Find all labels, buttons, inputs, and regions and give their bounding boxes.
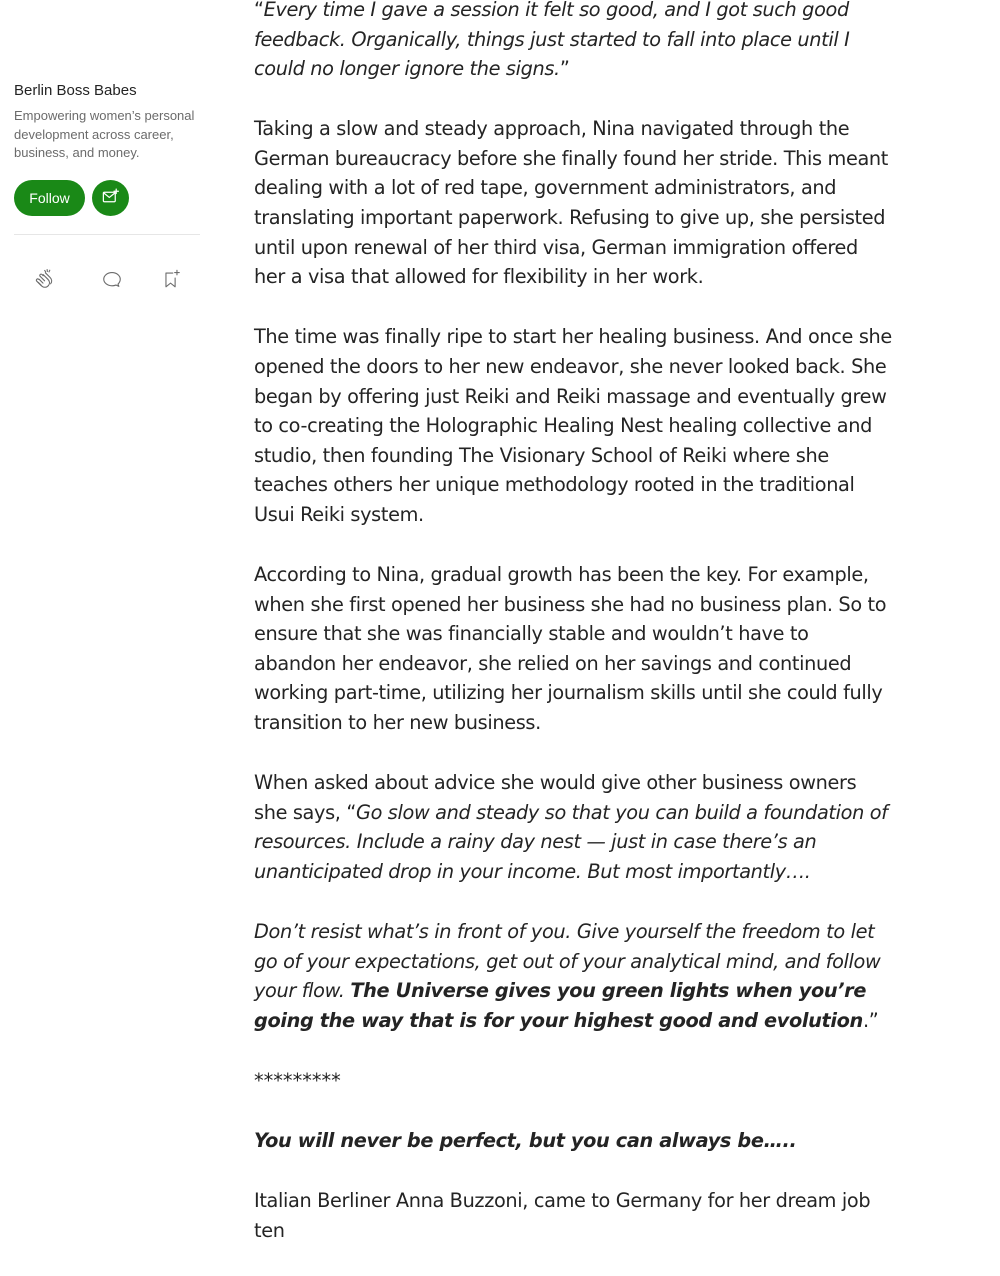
section-heading-text: You will never be perfect, but you can always be….. (254, 1128, 797, 1152)
advice-lead-in: When asked about advice she would give other business owners she says, “ (254, 771, 857, 824)
quote-close-mark: ” (559, 57, 570, 81)
article-paragraph-quote (254, 0, 894, 84)
article-actions (14, 265, 200, 297)
article-paragraph-advice (254, 768, 894, 886)
advice-quote-continued: Don’t resist what’s in front of you. Give yourself the freedom to let go of your expectations, get out of your analytical mind, and follow your flow. (254, 919, 881, 1003)
article-paragraph: Taking a slow and steady approach, Nina navigated through the German bureaucracy before she finally found her stride. This meant dealing with a lot of red tape, government administrators, and translating important paperwork. Refusing to give up, she persisted until upon renewal of her third visa, German immigration offered her a visa that allowed for flexibility in her work. (254, 117, 889, 289)
responses-button[interactable] (96, 265, 128, 297)
publication-description: Empowering women’s personal development across career, business, and money. (14, 108, 195, 160)
publication-name[interactable]: Berlin Boss Babes (14, 82, 137, 99)
quote-text: Every time I gave a session it felt so good, and I got such good feedback. Organically, things just started to fall into place until I could no longer ignore the signs. (254, 0, 850, 81)
follow-button[interactable]: Follow (14, 180, 85, 216)
clap-icon (33, 267, 57, 296)
article-paragraph-advice-continued (254, 917, 894, 1035)
quote-open-mark: “ (254, 0, 264, 21)
advice-quote: Go slow and steady so that you can build a foundation of resources. Include a rainy day nest — just in case there’s an unanticipated drop in your income. But most importantly…. (254, 800, 888, 883)
bookmark-button[interactable] (155, 265, 187, 297)
section-separator: ********* (254, 1068, 341, 1092)
mail-plus-icon (101, 187, 120, 209)
section-heading (254, 1126, 894, 1156)
follow-actions (14, 180, 129, 216)
sidebar-divider (14, 234, 200, 235)
article-paragraph: According to Nina, gradual growth has been the key. For example, when she first opened her business she had no business plan. So to ensure that she was financially stable and wouldn’t have to abandon her endeavor, she relied on her savings and continued working part-time, utilizing her journalism skills until she could fully transition to her new business. (254, 563, 887, 734)
article-paragraph: The time was finally ripe to start her healing business. And once she opened the doors to her new endeavor, she never looked back. She began by offering just Reiki and Reiki massage and eventually grew to co-creating the Holographic Healing Nest healing collective and studio, then founding The Visionary School of Reiki where she teaches others her unique methodology rooted in the traditional Usui Reiki system. (254, 325, 892, 526)
subscribe-email-button[interactable] (92, 180, 129, 216)
article-paragraph: Italian Berliner Anna Buzzoni, came to Germany for her dream job ten (254, 1189, 871, 1242)
advice-quote-end: .” (862, 1008, 879, 1032)
article-body (254, 0, 894, 1276)
bookmark-plus-icon (160, 268, 182, 295)
clap-button[interactable] (29, 265, 61, 297)
advice-quote-emphasis: The Universe gives you green lights when you’re going the way that is for your highest good and evolution (254, 979, 867, 1032)
speech-bubble-icon (101, 268, 123, 295)
